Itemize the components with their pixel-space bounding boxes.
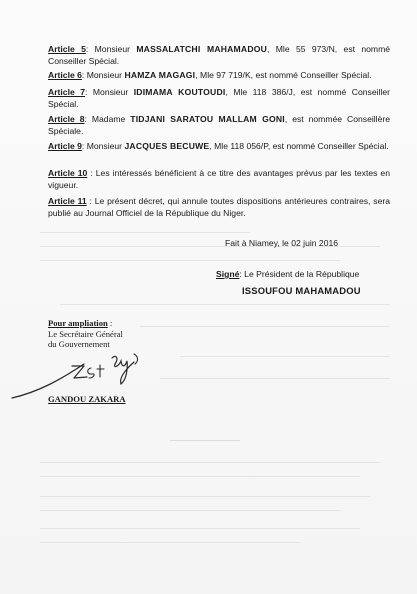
bleed-through-line <box>180 356 390 357</box>
appointee-name: JACQUES BECUWE <box>124 141 210 151</box>
bleed-through-line <box>40 476 360 477</box>
appointee-name: HAMZA MAGAGI <box>124 70 196 80</box>
bleed-through-line <box>170 440 240 441</box>
bleed-through-line <box>40 462 380 463</box>
article-6: Article 6: Monsieur HAMZA MAGAGI, Mle 97 719/K, est nommé Conseiller Spécial. <box>48 70 372 80</box>
bleed-through-line <box>40 232 250 233</box>
ampliation-block: Pour ampliation : Le Secrétaire Général du Gouvernement <box>48 318 123 349</box>
article-label: Article 5 <box>48 44 86 54</box>
appointee-name: MASSALATCHI MAHAMADOU <box>136 44 268 54</box>
ampliation-title: Pour ampliation <box>48 318 108 328</box>
bleed-through-line <box>40 542 300 543</box>
article-9: Article 9: Monsieur JACQUES BECUWE, Mle 118 056/P, est nommé Conseiller Spécial. <box>48 141 389 151</box>
bleed-through-line <box>160 378 390 379</box>
article-label: Article 7 <box>48 87 86 97</box>
bleed-through-line <box>40 260 340 261</box>
ampliation-line: du Gouvernement <box>48 339 110 349</box>
bleed-through-line <box>40 528 360 529</box>
article-label: Article 8 <box>48 114 85 124</box>
president-name: ISSOUFOU MAHAMADOU <box>242 285 361 296</box>
article-7: Article 7: Monsieur IDIMAMA KOUTOUDI, Mle 118 386/J, est nommé Conseiller Spécial. <box>48 87 390 109</box>
article-11: Article 11 : Le présent décret, qui annule toutes dispositions antérieures contraires, sera publié au Journal Officiel de la République du Niger. <box>48 196 390 218</box>
article-8: Article 8: Madame TIDJANI SARATOU MALLAM GONI, est nommée Conseillère Spéciale. <box>48 114 390 136</box>
signed-by-line: Signé: Le Président de la République <box>216 269 360 279</box>
article-label: Article 9 <box>48 141 82 151</box>
bleed-through-line <box>40 496 370 497</box>
appointee-name: IDIMAMA KOUTOUDI <box>133 87 226 97</box>
place-date: Fait à Niamey, le 02 juin 2016 <box>225 238 339 248</box>
article-5: Article 5: Monsieur MASSALATCHI MAHAMADOU, Mle 55 973/N, est nommé Conseiller Spécial. <box>48 44 391 66</box>
bleed-through-line <box>140 326 390 327</box>
article-label: Article 10 <box>48 168 88 178</box>
article-label: Article 6 <box>48 70 82 80</box>
signe-label: Signé <box>216 269 240 279</box>
ampliation-line: Le Secrétaire Général <box>48 328 123 339</box>
secretary-name: GANDOU ZAKARA <box>48 394 126 404</box>
appointee-name: TIDJANI SARATOU MALLAM GONI <box>130 114 285 124</box>
bleed-through-line <box>40 510 340 511</box>
bleed-through-line <box>60 304 390 305</box>
article-10: Article 10 : Les intéressés bénéficient à ce titre des avantages prévus par les textes en vigueur. <box>48 168 390 190</box>
article-label: Article 11 <box>48 196 87 206</box>
